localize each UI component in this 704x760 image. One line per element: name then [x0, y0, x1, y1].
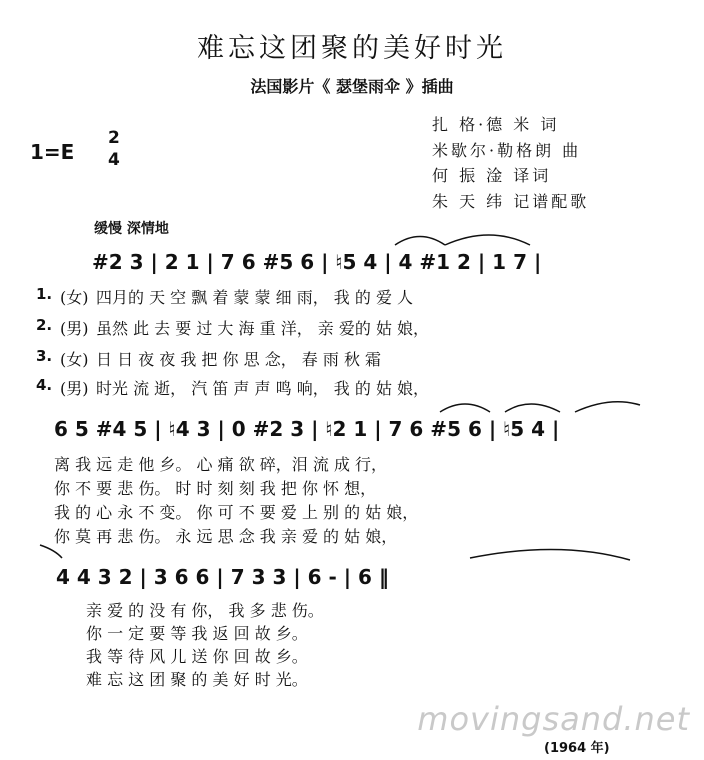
song-subtitle: 法国影片《 瑟堡雨伞 》插曲: [250, 77, 454, 96]
lyric-line: 你 莫 再 悲 伤。 永 远 思 念 我 亲 爱 的 姑 娘，: [54, 527, 398, 546]
verse-singer: (女): [60, 288, 89, 307]
watermark: movingsand.net: [417, 700, 690, 738]
credit-arranger: 朱 天 纬 记谱配歌: [432, 192, 590, 211]
year-note: (1964 年): [544, 741, 610, 756]
key-signature: 1=E: [30, 140, 75, 164]
verse-number: 2.: [36, 316, 53, 334]
slur-mark: [440, 404, 490, 412]
lyric-line: 时光 流 逝， 汽 笛 声 声 鸣 响， 我 的 姑 娘，: [96, 379, 430, 398]
verse-singer: (女): [60, 350, 89, 369]
lyric-line: 离 我 远 走 他 乡。 心 痛 欲 碎，泪 流 成 行，: [54, 455, 388, 474]
slur-mark: [445, 235, 530, 245]
credit-lyricist: 扎 格·德 米 词: [432, 115, 560, 134]
slur-mark: [505, 404, 560, 412]
notation-line-3: 4 4 3 2 | 3 6 6 | 7 3 3 | 6 - | 6 ‖: [56, 565, 389, 589]
lyric-line: 虽然 此 去 要 过 大 海 重 洋， 亲 爱的 姑 娘，: [96, 319, 430, 338]
verse-singer: (男): [60, 379, 89, 398]
credit-translator: 何 振 淦 译词: [432, 166, 552, 185]
verse-number: 1.: [36, 285, 53, 303]
credit-composer: 米歇尔·勒格朗 曲: [432, 141, 582, 160]
lyric-line: 亲 爱 的 没 有 你， 我 多 悲 伤。: [86, 601, 324, 620]
lyric-line: 难 忘 这 团 聚 的 美 好 时 光。: [86, 670, 308, 689]
lyric-line: 你 不 要 悲 伤。 时 时 刻 刻 我 把 你 怀 想，: [54, 479, 377, 498]
lyric-line: 四月的 天 空 飘 着 蒙 蒙 细 雨， 我 的 爱 人: [96, 288, 414, 307]
slur-mark: [470, 549, 630, 560]
verse-number: 4.: [36, 376, 53, 394]
time-signature-numerator: 2: [108, 128, 120, 148]
lyric-line: 你 一 定 要 等 我 返 回 故 乡。: [86, 624, 308, 643]
lyric-line: 日 日 夜 夜 我 把 你 思 念， 春 雨 秋 霜: [96, 350, 382, 369]
notation-line-1: #2 3 | 2 1 | 7 6 #5 6 | ♮5 4 | 4 #1 2 | 1 7 |: [92, 250, 542, 274]
verse-number: 3.: [36, 347, 53, 365]
song-title: 难忘这团聚的美好时光: [197, 33, 507, 64]
tempo-marking: 缓慢 深情地: [94, 221, 169, 237]
verse-singer: (男): [60, 319, 89, 338]
notation-line-2: 6 5 #4 5 | ♮4 3 | 0 #2 3 | ♮2 1 | 7 6 #5 6 | ♮5 4 |: [54, 417, 560, 441]
time-signature-denominator: 4: [108, 150, 120, 170]
lyric-line: 我 等 待 风 儿 送 你 回 故 乡。: [86, 647, 308, 666]
slur-mark: [40, 545, 62, 558]
lyric-line: 我 的 心 永 不 变。 你 可 不 要 爱 上 别 的 姑 娘，: [54, 503, 419, 522]
slur-mark: [395, 237, 445, 246]
slur-mark: [575, 402, 640, 412]
